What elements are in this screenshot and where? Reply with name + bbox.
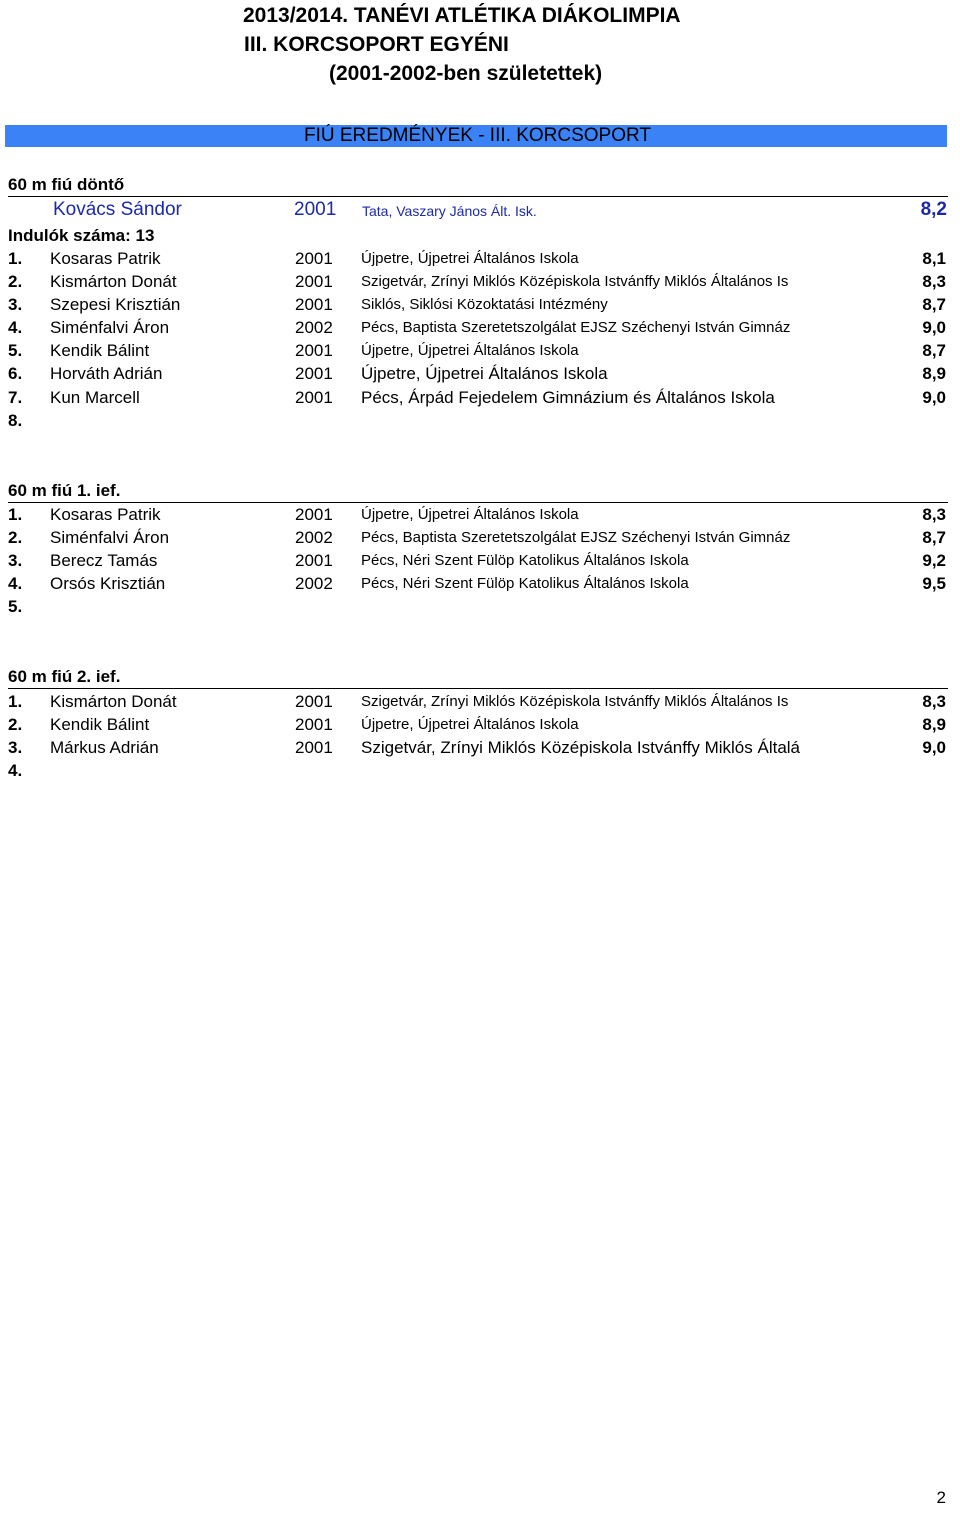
rank: 2.: [8, 528, 23, 547]
rank: 4.: [8, 574, 23, 593]
record-time: 8,2: [920, 199, 947, 220]
birth-year: 2001: [295, 249, 333, 268]
school: Siklós, Siklósi Közoktatási Intézmény: [361, 296, 608, 313]
record-school: Tata, Vaszary János Ált. Isk.: [362, 203, 537, 219]
birth-year: 2002: [295, 318, 333, 337]
school: Újpetre, Újpetrei Általános Iskola: [361, 364, 608, 383]
school: Pécs, Néri Szent Fülöp Katolikus Általános Iskola: [361, 552, 689, 569]
athlete-name: Kendik Bálint: [50, 715, 150, 734]
school: Újpetre, Újpetrei Általános Iskola: [361, 506, 579, 523]
school: Újpetre, Újpetrei Általános Iskola: [361, 716, 579, 733]
result-row: [0, 362, 960, 385]
result-row: [0, 736, 960, 759]
birth-year: 2001: [295, 295, 333, 314]
result-row: [0, 409, 960, 432]
athlete-name: Márkus Adrián: [50, 738, 159, 757]
result-row: [0, 526, 960, 549]
birth-year: 2001: [295, 505, 333, 524]
title-line-2: III. KORCSOPORT EGYÉNI: [244, 33, 509, 56]
birth-year: 2001: [295, 364, 333, 383]
result-time: 9,0: [922, 388, 946, 407]
result-row: [0, 549, 960, 572]
rank: 7.: [8, 388, 23, 407]
athlete-name: Siménfalvi Áron: [50, 318, 170, 337]
record-name: Kovács Sándor: [53, 199, 182, 220]
school: Szigetvár, Zrínyi Miklós Középiskola Istvánffy Miklós Általános Is: [361, 273, 789, 290]
school: Újpetre, Újpetrei Általános Iskola: [361, 342, 579, 359]
rank: 6.: [8, 364, 23, 383]
rank: 1.: [8, 505, 23, 524]
result-time: 8,3: [922, 272, 946, 291]
athlete-name: Szepesi Krisztián: [50, 295, 181, 314]
title-line-3: (2001-2002-ben születettek): [329, 62, 603, 85]
result-row: [0, 572, 960, 595]
rank: 3.: [8, 295, 23, 314]
result-time: 8,9: [922, 364, 946, 383]
birth-year: 2001: [295, 715, 333, 734]
athlete-name: Orsós Krisztián: [50, 574, 166, 593]
school: Pécs, Baptista Szeretetszolgálat EJSZ Széchenyi István Gimnáz: [361, 319, 791, 336]
school: Szigetvár, Zrínyi Miklós Középiskola Istvánffy Miklós Általá: [361, 738, 801, 757]
result-row: [0, 316, 960, 339]
rank: 5.: [8, 341, 23, 360]
rank: 4.: [8, 318, 23, 337]
birth-year: 2001: [295, 272, 333, 291]
result-time: 8,1: [922, 249, 946, 268]
rank: 3.: [8, 551, 23, 570]
rank: 5.: [8, 597, 23, 616]
birth-year: 2002: [295, 574, 333, 593]
result-time: 8,3: [922, 692, 946, 711]
result-time: 8,7: [922, 528, 946, 547]
school: Pécs, Néri Szent Fülöp Katolikus Általános Iskola: [361, 575, 689, 592]
page-number: 2: [936, 1488, 946, 1507]
school: Szigetvár, Zrínyi Miklós Középiskola Istvánffy Miklós Általános Is: [361, 693, 789, 710]
birth-year: 2001: [295, 551, 333, 570]
section-title-heat-1: 60 m fiú 1. ief.: [8, 480, 948, 503]
result-time: 8,7: [922, 295, 946, 314]
athlete-name: Kosaras Patrik: [50, 249, 161, 268]
rank: 2.: [8, 272, 23, 291]
result-row: [0, 713, 960, 736]
result-row: [0, 759, 960, 782]
rank: 4.: [8, 761, 23, 780]
rank: 1.: [8, 692, 23, 711]
birth-year: 2001: [295, 341, 333, 360]
result-time: 9,5: [922, 574, 946, 593]
record-year: 2001: [294, 199, 337, 220]
rank: 2.: [8, 715, 23, 734]
result-time: 9,0: [922, 738, 946, 757]
record-row: [0, 198, 960, 221]
entrants-count: Indulók száma: 13: [8, 226, 155, 245]
result-row: [0, 339, 960, 362]
result-row: [0, 690, 960, 713]
result-row: [0, 247, 960, 270]
school: Pécs, Árpád Fejedelem Gimnázium és Általános Iskola: [361, 388, 775, 407]
rank: 3.: [8, 738, 23, 757]
rank: 1.: [8, 249, 23, 268]
school: Pécs, Baptista Szeretetszolgálat EJSZ Széchenyi István Gimnáz: [361, 529, 791, 546]
athlete-name: Horváth Adrián: [50, 364, 163, 383]
athlete-name: Kismárton Donát: [50, 692, 177, 711]
result-row: [0, 293, 960, 316]
result-time: 8,9: [922, 715, 946, 734]
birth-year: 2001: [295, 692, 333, 711]
athlete-name: Kosaras Patrik: [50, 505, 161, 524]
result-time: 9,2: [922, 551, 946, 570]
result-row: [0, 503, 960, 526]
result-time: 8,3: [922, 505, 946, 524]
school: Újpetre, Újpetrei Általános Iskola: [361, 250, 579, 267]
birth-year: 2002: [295, 528, 333, 547]
birth-year: 2001: [295, 738, 333, 757]
result-row: [0, 386, 960, 409]
result-row: [0, 270, 960, 293]
athlete-name: Kismárton Donát: [50, 272, 177, 291]
result-time: 9,0: [922, 318, 946, 337]
results-banner: [5, 125, 947, 147]
section-title-heat-2: 60 m fiú 2. ief.: [8, 666, 948, 689]
result-time: 8,7: [922, 341, 946, 360]
section-title-final: 60 m fiú döntő: [8, 174, 948, 197]
rank: 8.: [8, 411, 23, 430]
athlete-name: Berecz Tamás: [50, 551, 158, 570]
result-row: [0, 595, 960, 618]
athlete-name: Kun Marcell: [50, 388, 140, 407]
athlete-name: Kendik Bálint: [50, 341, 150, 360]
banner-label: FIÚ EREDMÉNYEK - III. KORCSOPORT: [304, 125, 651, 146]
title-line-1: 2013/2014. TANÉVI ATLÉTIKA DIÁKOLIMPIA: [243, 4, 681, 27]
birth-year: 2001: [295, 388, 333, 407]
athlete-name: Siménfalvi Áron: [50, 528, 170, 547]
